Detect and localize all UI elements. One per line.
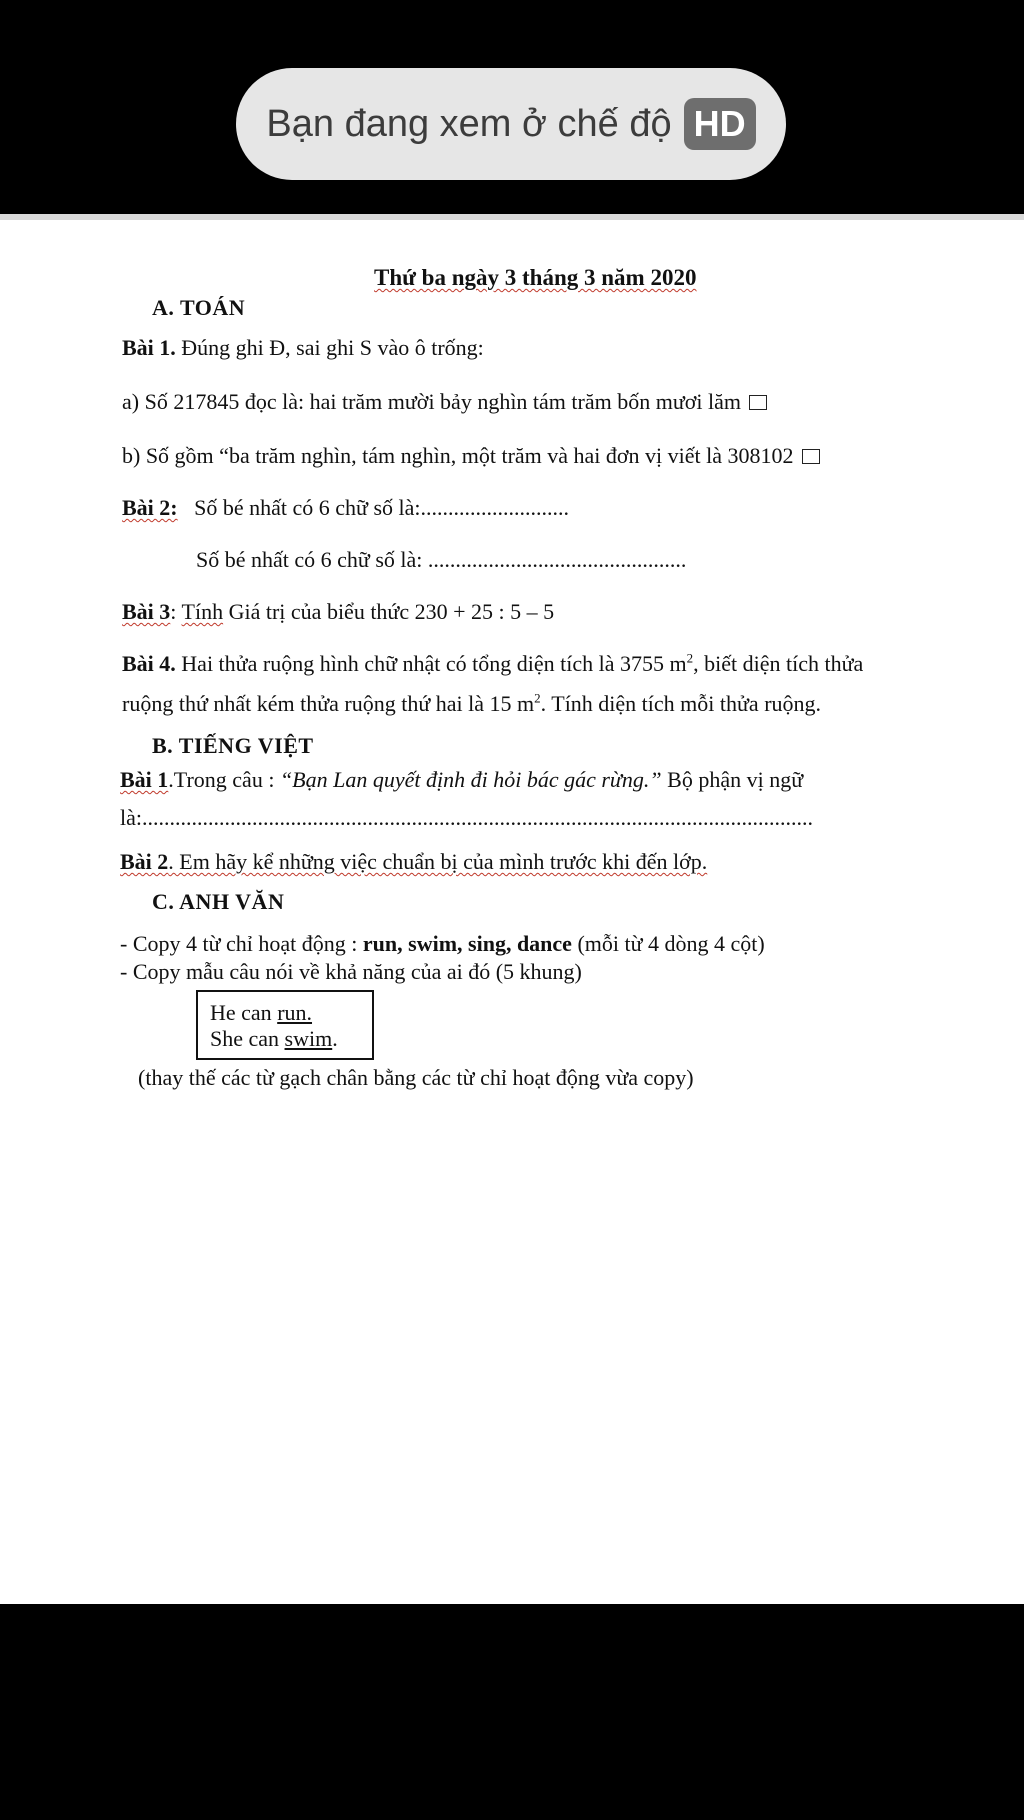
bottom-bar [0,1604,1024,1820]
vn-bai1-answer-line: là:.......................................................................................................................... [120,805,813,830]
hd-mode-text: Bạn đang xem ở chế độ [266,102,672,145]
math-bai1: Bài 1. Đúng ghi Đ, sai ghi S vào ô trống: [122,335,484,360]
math-bai4-line2: ruộng thứ nhất kém thửa ruộng thứ hai là 15 $m^2$. Tính diện tích mỗi thửa ruộng. [122,690,822,716]
top-bar [0,0,1024,214]
answer-box[interactable] [749,395,767,410]
math-bai1-b: b) Số gồm “ba trăm nghìn, tám nghìn, một trăm và hai đơn vị viết là 308102 [122,442,820,470]
vn-bai1: Bài 1.Trong câu : “Bạn Lan quyết định đi hỏi bác gác rừng.” Bộ phận vị ngữ [120,767,804,792]
section-vietnamese-heading: B. TIẾNG VIỆT [152,733,314,758]
vn-bai2: Bài 2. Em hãy kể những việc chuẩn bị của mình trước khi đến lớp. [120,849,708,874]
math-bai4-line1: Bài 4. Hai thửa ruộng hình chữ nhật có tổng diện tích là 3755 $m^2$, biết diện tích thửa [122,650,864,676]
date-title: Thứ ba ngày 3 tháng 3 năm 2020 [374,265,697,290]
document-page [0,214,1024,1610]
en-note: (thay thế các từ gạch chân bằng các từ chỉ hoạt động vừa copy) [138,1065,694,1090]
math-bai2: Bài 2: Số bé nhất có 6 chữ số là:........................... [122,495,570,520]
math-bai3: Bài 3: Tính Giá trị của biểu thức 230 + 25 : 5 – 5 [122,599,555,624]
math-bai1-a: a) Số 217845 đọc là: hai trăm mười bảy nghìn tám trăm bốn mươi lăm [122,388,767,416]
hd-badge: HD [684,98,756,150]
hd-mode-toast [236,68,786,180]
sample-sentence-1: He can run. [210,1000,313,1025]
math-bai2-line2: Số bé nhất có 6 chữ số là: ............................................... [196,547,687,572]
section-math-heading: A. TOÁN [152,295,246,320]
en-line1: - Copy 4 từ chỉ hoạt động : run, swim, sing, dance (mỗi từ 4 dòng 4 cột) [120,931,765,956]
sample-sentence-box [196,990,374,1060]
answer-box[interactable] [802,449,820,464]
en-line2: - Copy mẫu câu nói về khả năng của ai đó (5 khung) [120,959,582,984]
sample-sentence-2: She can swim. [210,1026,338,1051]
section-english-heading: C. ANH VĂN [152,889,285,914]
